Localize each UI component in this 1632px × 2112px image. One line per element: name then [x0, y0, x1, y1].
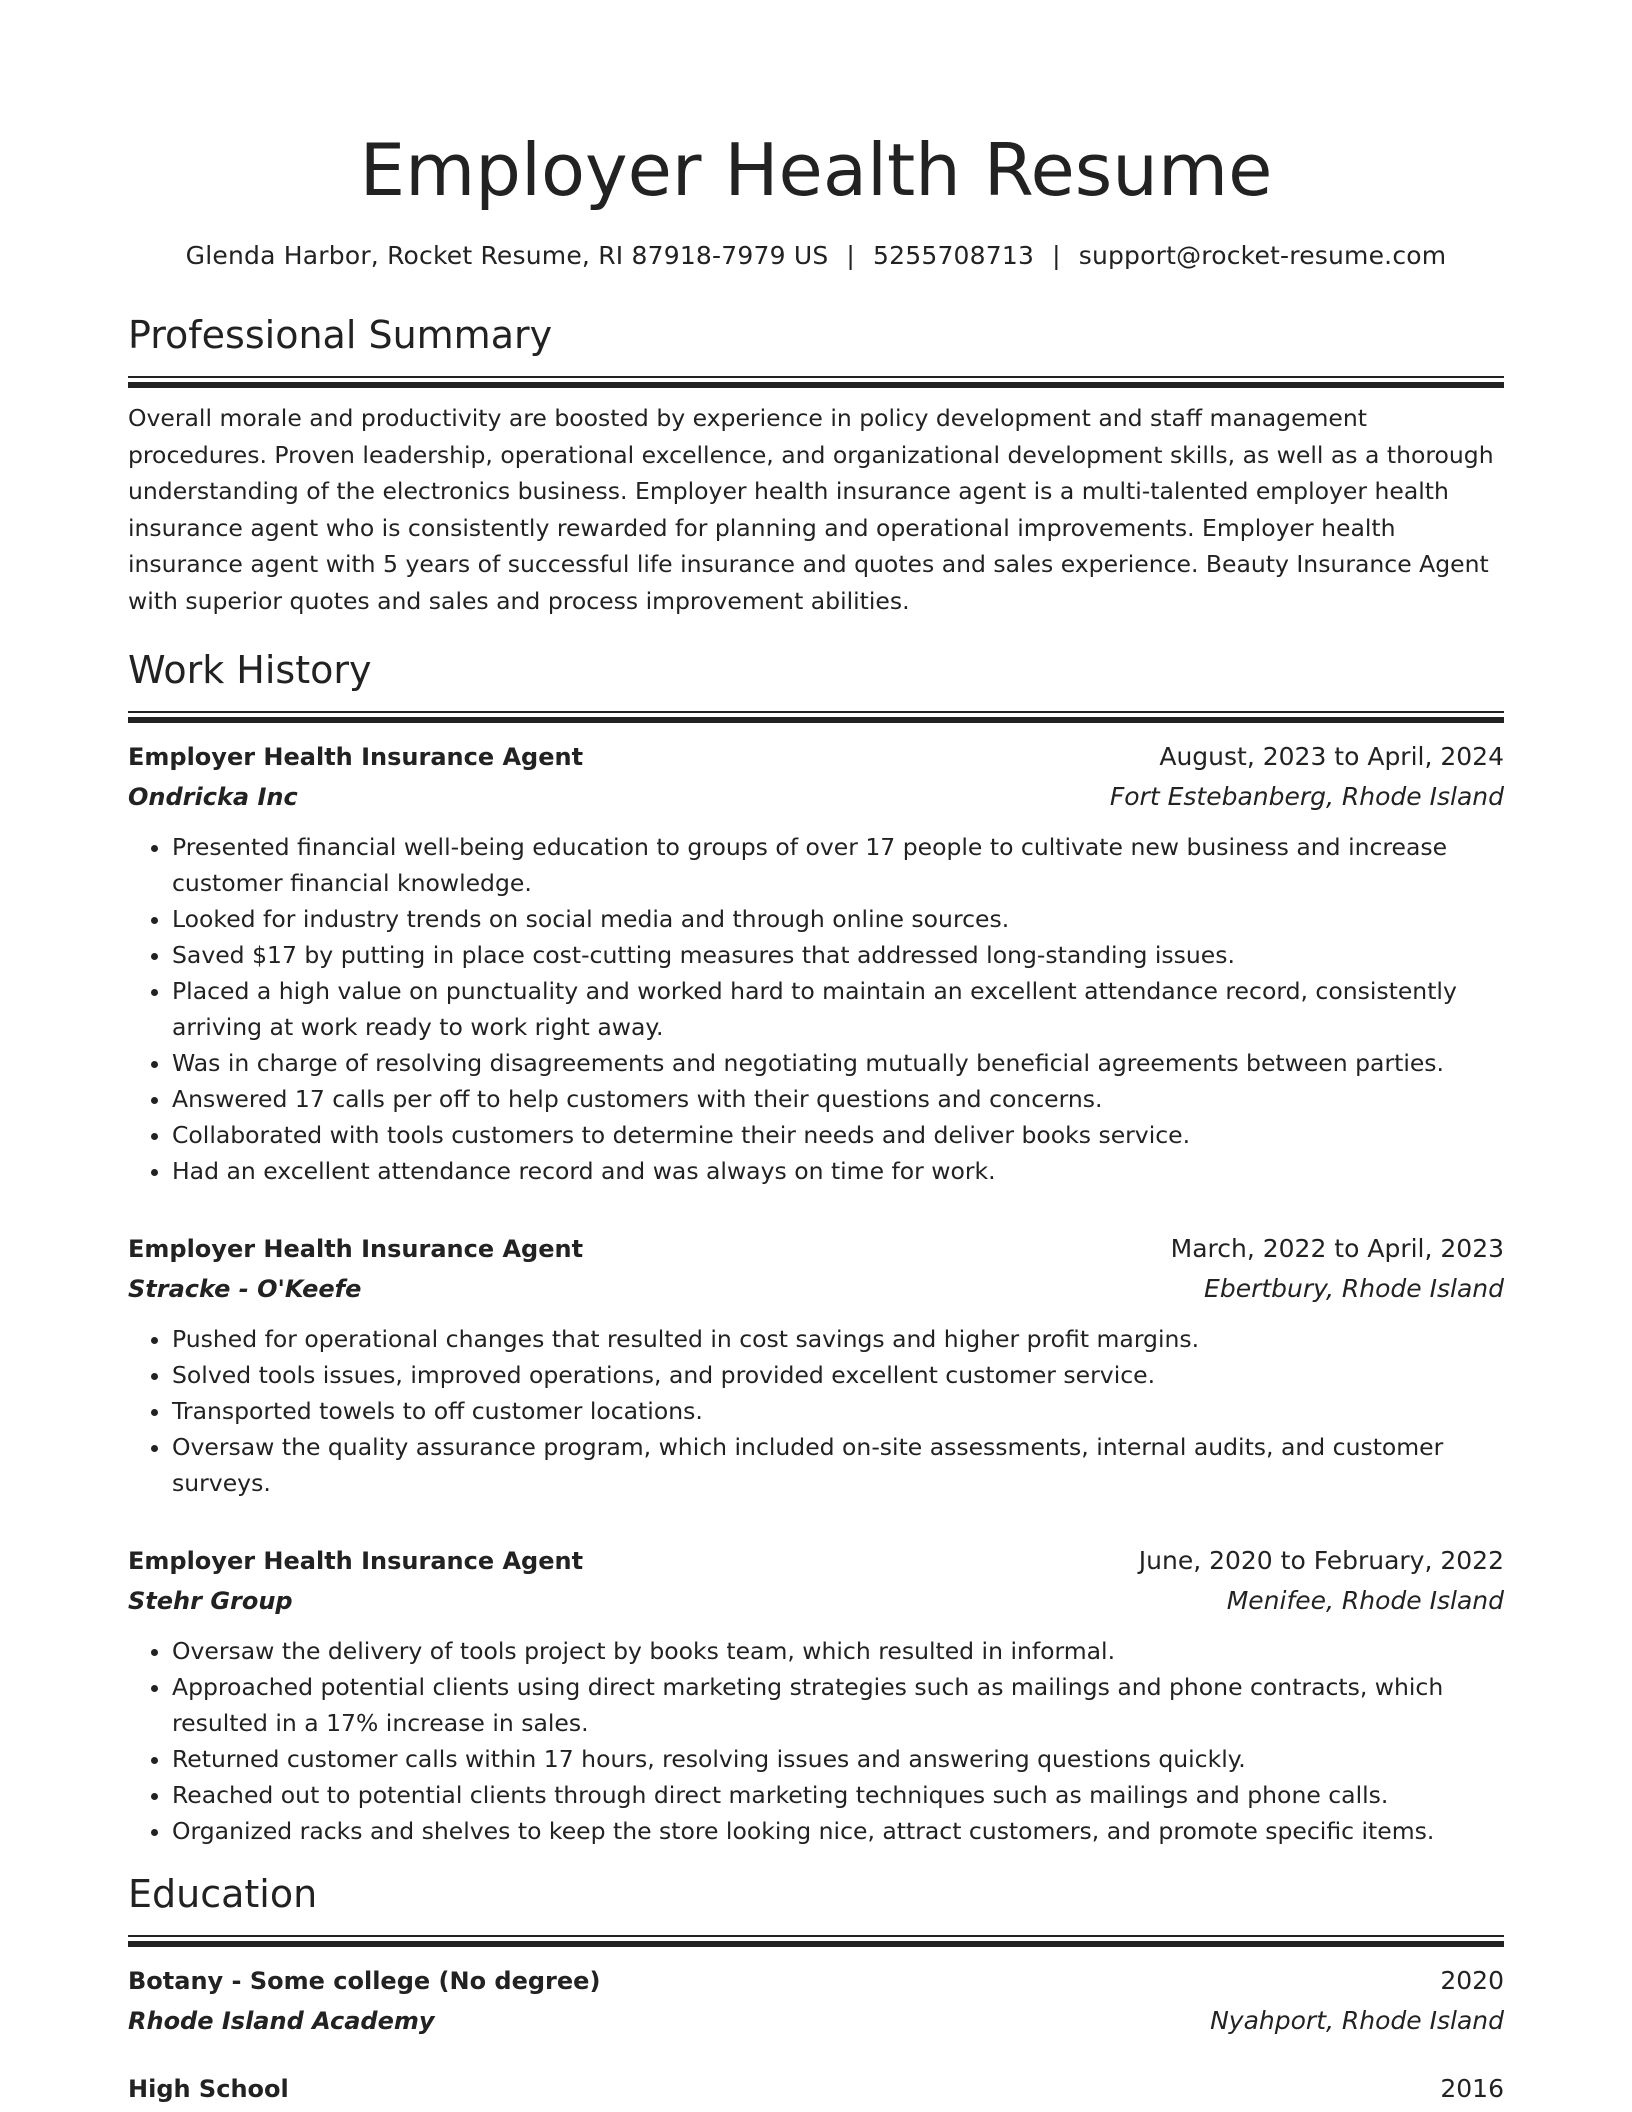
education-heading: Education: [128, 1871, 318, 1916]
contact-separator: |: [846, 241, 856, 270]
job-bullet: • Pushed for operational changes that resulted in cost savings and higher profit margins.: [172, 1321, 1504, 1357]
job-company: Ondricka Inc: [128, 782, 298, 811]
education-entry: [128, 1961, 1504, 2041]
job-bullet: • Transported towels to off customer locations.: [172, 1393, 1504, 1429]
job-bullet: • Was in charge of resolving disagreements and negotiating mutually beneficial agreements between parties.: [172, 1045, 1504, 1081]
job-title: Employer Health Insurance Agent: [128, 1546, 584, 1575]
job-title: Employer Health Insurance Agent: [128, 1234, 584, 1263]
job-company-row: [128, 777, 1504, 817]
job-title: Employer Health Insurance Agent: [128, 742, 584, 771]
job-bullet: • Saved $17 by putting in place cost-cutting measures that addressed long-standing issues.: [172, 937, 1504, 973]
education-degree: High School: [128, 2074, 289, 2103]
section-divider: [128, 711, 1504, 723]
job-dates: August, 2023 to April, 2024: [1159, 741, 1504, 771]
job-company-row: [128, 1269, 1504, 1309]
summary-heading: Professional Summary: [128, 313, 553, 357]
job-company: Stehr Group: [128, 1586, 293, 1615]
section-divider: [128, 1935, 1504, 1947]
contact-email: support@rocket-resume.com: [1078, 241, 1447, 270]
job-bullet: • Organized racks and shelves to keep the store looking nice, attract customers, and promote specific items.: [172, 1813, 1504, 1849]
job-bullet: • Answered 17 calls per off to help customers with their questions and concerns.: [172, 1081, 1504, 1117]
job-bullet: • Oversaw the delivery of tools project by books team, which resulted in informal.: [172, 1633, 1504, 1669]
education-year: 2020: [1440, 1965, 1504, 1995]
education-location: Nyahport, Rhode Island: [1210, 2005, 1504, 2035]
education-degree: Botany - Some college (No degree): [128, 1966, 601, 1995]
summary-text: Overall morale and productivity are boosted by experience in policy development and staff management procedures. Proven leadership, operational excellence, and organizational development skills, as well as a thorough understanding of the electronics business. Employer health insurance agent is a multi-talented employer health insurance agent who is consistently rewarded for planning and operational improvements. Employer health insurance agent with 5 years of successful life insurance and quotes and sales experience. Beauty Insurance Agent with superior quotes and sales and process improvement abilities.: [128, 404, 1494, 615]
job-bullet: • Oversaw the quality assurance program, which included on-site assessments, internal audits, and customer surveys.: [172, 1429, 1504, 1501]
education-header-row: [128, 2069, 1504, 2109]
education-school: Rhode Island Academy: [128, 2006, 435, 2035]
job-entry: [128, 1541, 1504, 1849]
job-entry: [128, 1229, 1504, 1501]
job-bullet: • Collaborated with tools customers to determine their needs and deliver books service.: [172, 1117, 1504, 1153]
job-header-row: [128, 737, 1504, 777]
contact-address: Glenda Harbor, Rocket Resume, RI 87918-7979 US: [185, 241, 829, 270]
education-header-row: [128, 1961, 1504, 2001]
job-header-row: [128, 1229, 1504, 1269]
job-dates: March, 2022 to April, 2023: [1170, 1233, 1504, 1263]
job-bullet: • Approached potential clients using direct marketing strategies such as mailings and phone contracts, which resulted in a 17% increase in sales.: [172, 1669, 1504, 1741]
job-bullets: [128, 829, 1504, 1189]
job-location: Menifee, Rhode Island: [1226, 1585, 1504, 1615]
education-year: 2016: [1440, 2073, 1504, 2103]
contact-line: [128, 238, 1504, 274]
job-company-row: [128, 1581, 1504, 1621]
job-dates: June, 2020 to February, 2022: [1138, 1545, 1504, 1575]
job-header-row: [128, 1541, 1504, 1581]
work-history-heading: Work History: [128, 647, 372, 692]
job-bullet: • Looked for industry trends on social media and through online sources.: [172, 901, 1504, 937]
job-location: Ebertbury, Rhode Island: [1204, 1273, 1504, 1303]
job-bullets: [128, 1633, 1504, 1849]
job-bullet: • Reached out to potential clients through direct marketing techniques such as mailings and phone calls.: [172, 1777, 1504, 1813]
job-bullet: • Returned customer calls within 17 hours, resolving issues and answering questions quickly.: [172, 1741, 1504, 1777]
job-entry: [128, 737, 1504, 1189]
resume-title: Employer Health Resume: [359, 128, 1273, 212]
job-bullets: [128, 1321, 1504, 1501]
job-bullet: • Presented financial well-being education to groups of over 17 people to cultivate new business and increase customer financial knowledge.: [172, 829, 1504, 901]
job-location: Fort Estebanberg, Rhode Island: [1109, 781, 1504, 811]
job-bullet: • Had an excellent attendance record and was always on time for work.: [172, 1153, 1504, 1189]
job-company: Stracke - O'Keefe: [128, 1274, 362, 1303]
section-divider: [128, 376, 1504, 388]
education-school-row: [128, 2001, 1504, 2041]
education-entry: [128, 2069, 1504, 2109]
job-bullet: • Solved tools issues, improved operations, and provided excellent customer service.: [172, 1357, 1504, 1393]
contact-phone: 5255708713: [873, 241, 1035, 270]
job-bullet: • Placed a high value on punctuality and worked hard to maintain an excellent attendance record, consistently arriving at work ready to work right away.: [172, 973, 1504, 1045]
contact-separator: |: [1052, 241, 1061, 270]
